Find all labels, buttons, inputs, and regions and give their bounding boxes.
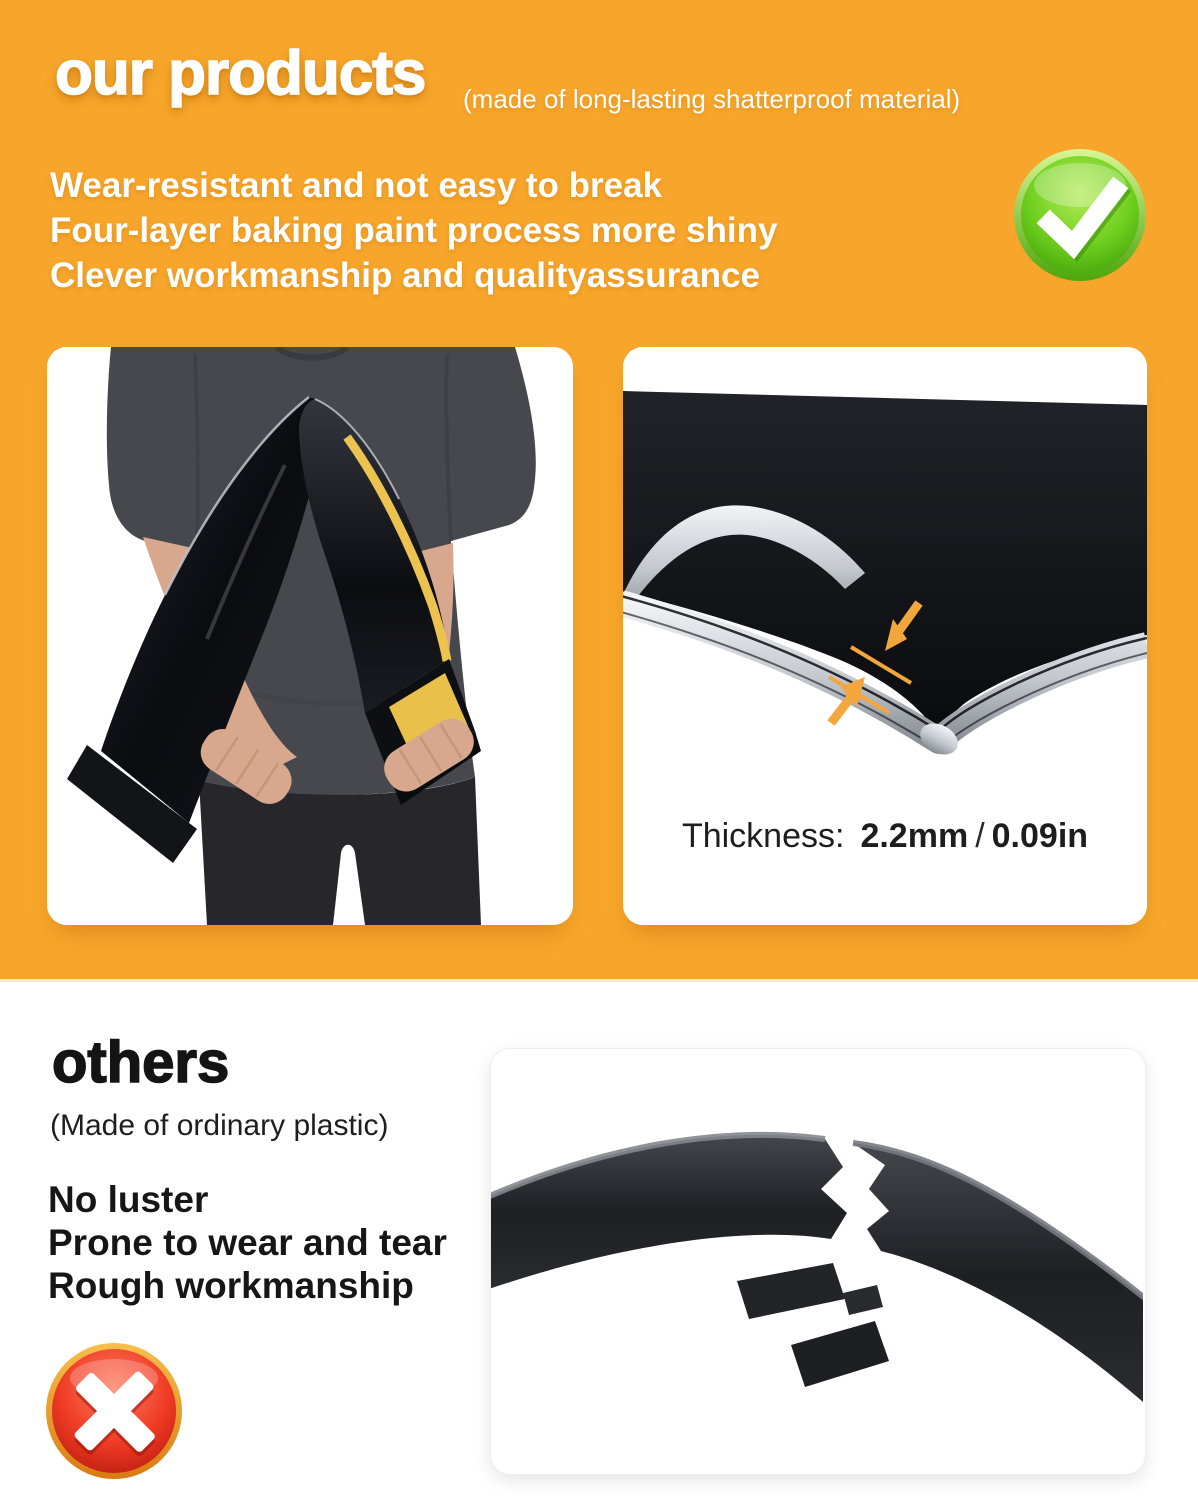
thickness-card [623,347,1147,925]
red-cross-icon [45,1342,183,1480]
thickness-separator: / [975,817,985,855]
claim-line-3: Clever workmanship and qualityassurance [50,256,760,295]
thickness-label: Thickness: [681,817,845,855]
con-line-3: Rough workmanship [48,1265,414,1306]
broken-visor-card [490,1048,1146,1475]
con-line-2: Prone to wear and tear [48,1222,447,1263]
con-line-1: No luster [48,1179,209,1220]
thickness-value-in: 0.09in [991,817,1089,855]
thickness-value-mm: 2.2mm [860,817,969,855]
cons-list [48,1178,447,1307]
claim-line-1: Wear-resistant and not easy to break [50,166,663,205]
red-cross-svg [45,1342,183,1480]
claims-list [50,163,777,298]
thickness-label-line [623,817,1147,856]
others-subtitle: (Made of ordinary plastic) [50,1109,389,1142]
page-title: our products [55,39,426,108]
green-check-svg [1013,148,1147,282]
others-title: others [52,1030,230,1095]
claim-line-2: Four-layer baking paint process more shiny [50,211,778,250]
green-check-icon [1013,148,1147,282]
flex-demo-card [47,347,573,925]
cracked-visor-image [491,1049,1143,1472]
page-subtitle: (made of long-lasting shatterproof material) [463,84,961,114]
flex-demo-image [47,347,573,925]
